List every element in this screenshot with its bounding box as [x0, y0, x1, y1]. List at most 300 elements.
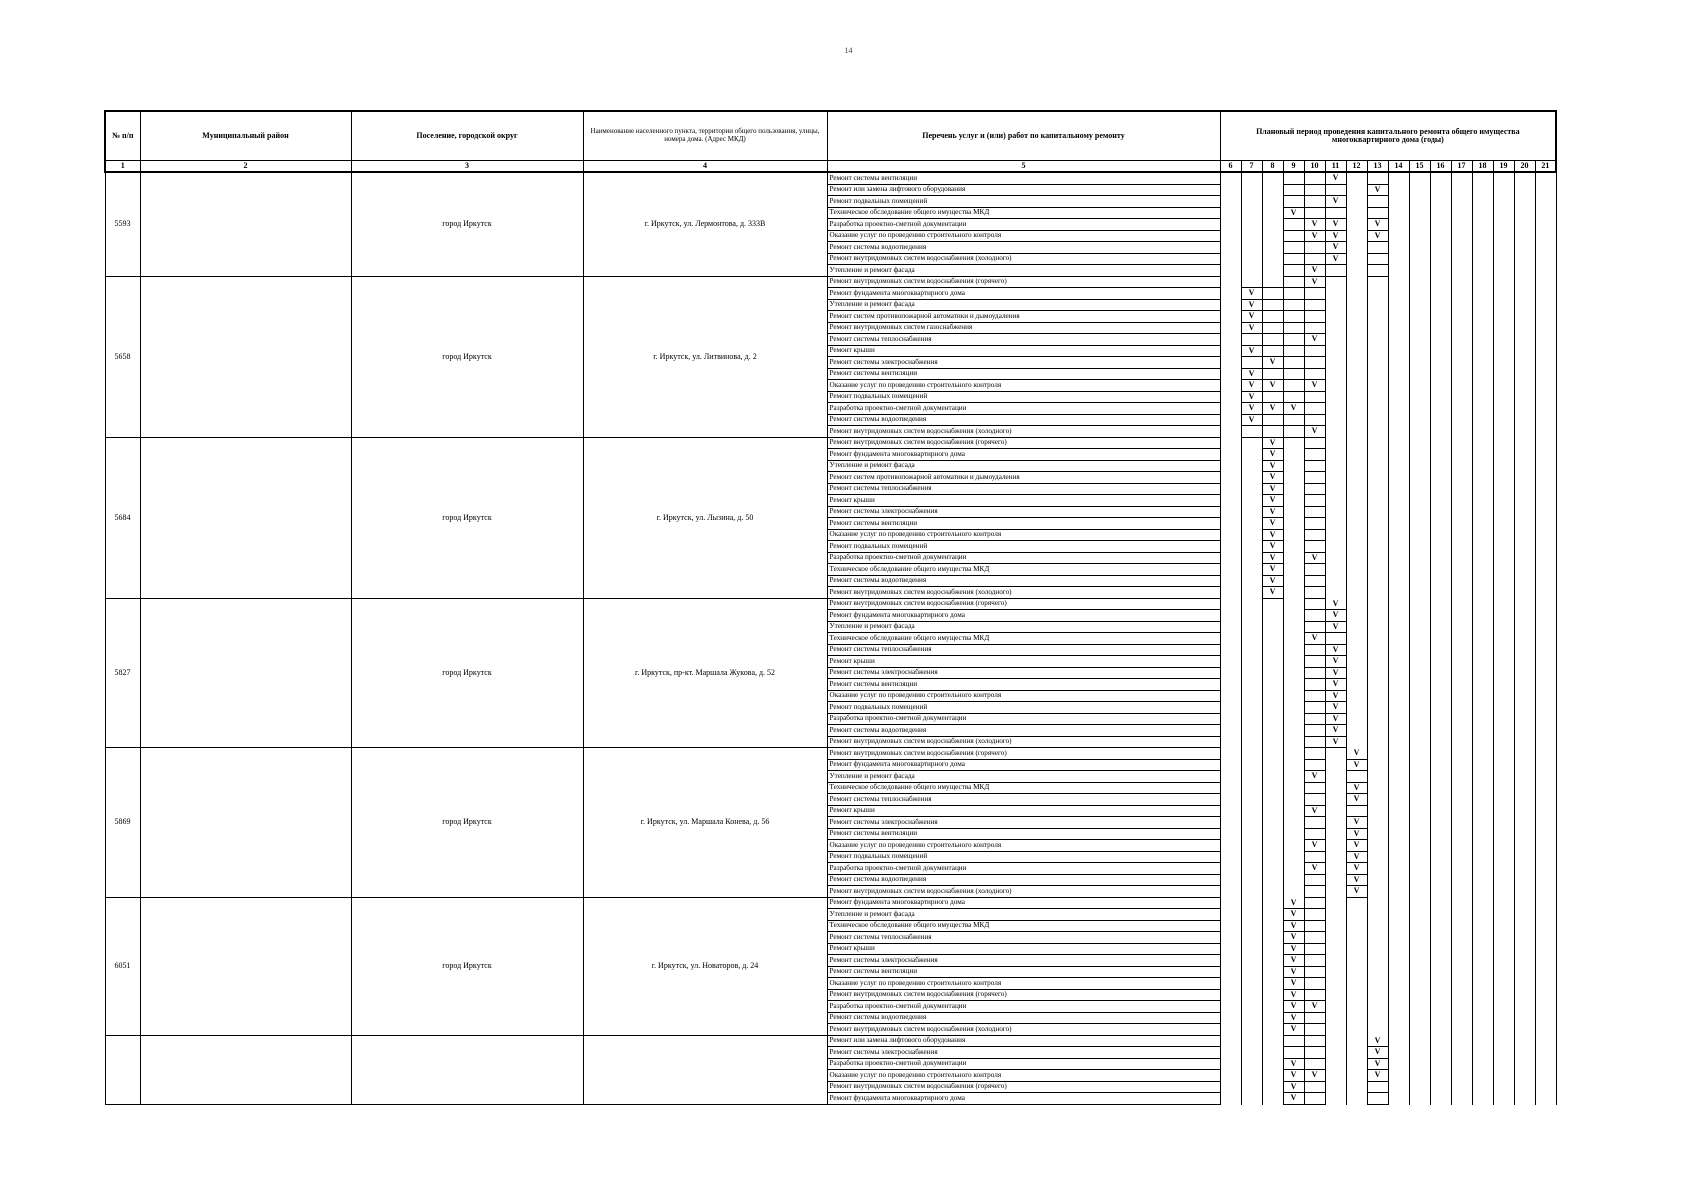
year-cell-18 [1472, 345, 1493, 357]
year-cell-16 [1430, 920, 1451, 932]
year-cell-9 [1283, 759, 1304, 771]
year-cell-21 [1535, 322, 1556, 334]
year-cell-9 [1283, 518, 1304, 530]
year-cell-12 [1346, 380, 1367, 392]
year-cell-19 [1493, 794, 1514, 806]
row-address [583, 1035, 827, 1104]
year-cell-8 [1262, 230, 1283, 242]
year-cell-16 [1430, 1024, 1451, 1036]
year-cell-8 [1262, 414, 1283, 426]
year-cell-16 [1430, 253, 1451, 265]
year-cell-8 [1262, 897, 1283, 909]
year-cell-21 [1535, 598, 1556, 610]
work-item: Ремонт внутридомовых систем водоснабжения (холодного) [827, 587, 1220, 599]
year-cell-19 [1493, 610, 1514, 622]
year-cell-19 [1493, 1024, 1514, 1036]
year-cell-16 [1430, 506, 1451, 518]
year-mark-13: V [1367, 219, 1388, 231]
year-cell-18 [1472, 276, 1493, 288]
year-cell-7 [1241, 667, 1262, 679]
year-cell-12 [1346, 897, 1367, 909]
year-cell-9 [1283, 242, 1304, 254]
row-district [140, 172, 351, 276]
year-cell-13 [1367, 506, 1388, 518]
year-cell-15 [1409, 575, 1430, 587]
year-cell-14 [1388, 230, 1409, 242]
table-row [105, 598, 1556, 610]
year-cell-13 [1367, 1012, 1388, 1024]
year-cell-13 [1367, 357, 1388, 369]
year-cell-18 [1472, 391, 1493, 403]
work-item: Ремонт крыши [827, 943, 1220, 955]
year-cell-8 [1262, 426, 1283, 438]
year-cell-18 [1472, 989, 1493, 1001]
year-mark-8: V [1262, 506, 1283, 518]
year-cell-14 [1388, 978, 1409, 990]
year-cell-8 [1262, 610, 1283, 622]
year-cell-13 [1367, 598, 1388, 610]
year-cell-20 [1514, 621, 1535, 633]
year-cell-20 [1514, 955, 1535, 967]
year-cell-14 [1388, 288, 1409, 300]
year-cell-12 [1346, 345, 1367, 357]
year-cell-21 [1535, 874, 1556, 886]
year-cell-14 [1388, 667, 1409, 679]
year-cell-16 [1430, 782, 1451, 794]
year-cell-19 [1493, 426, 1514, 438]
year-cell-6 [1220, 978, 1241, 990]
year-cell-20 [1514, 978, 1535, 990]
year-cell-12 [1346, 529, 1367, 541]
year-cell-6 [1220, 391, 1241, 403]
year-cell-11 [1325, 564, 1346, 576]
year-cell-8 [1262, 311, 1283, 323]
column-number-20: 20 [1514, 161, 1535, 173]
row-address: г. Иркутск, ул. Новаторов, д. 24 [583, 897, 827, 1035]
year-cell-8 [1262, 817, 1283, 829]
work-item: Техническое обследование общего имущества МКД [827, 633, 1220, 645]
year-cell-17 [1451, 311, 1472, 323]
year-mark-13: V [1367, 1058, 1388, 1070]
year-cell-15 [1409, 621, 1430, 633]
year-cell-14 [1388, 506, 1409, 518]
work-item: Ремонт внутридомовых систем водоснабжения (холодного) [827, 1024, 1220, 1036]
year-cell-15 [1409, 771, 1430, 783]
work-item: Ремонт системы электроснабжения [827, 357, 1220, 369]
year-mark-11: V [1325, 725, 1346, 737]
year-cell-9 [1283, 1035, 1304, 1047]
year-cell-7 [1241, 437, 1262, 449]
year-cell-21 [1535, 886, 1556, 898]
year-cell-7 [1241, 840, 1262, 852]
year-cell-10 [1304, 736, 1325, 748]
year-cell-8 [1262, 1012, 1283, 1024]
work-item: Ремонт подвальных помещений [827, 702, 1220, 714]
year-cell-13 [1367, 771, 1388, 783]
year-cell-16 [1430, 219, 1451, 231]
year-cell-11 [1325, 449, 1346, 461]
year-cell-6 [1220, 288, 1241, 300]
year-cell-11 [1325, 828, 1346, 840]
year-cell-13 [1367, 242, 1388, 254]
year-cell-8 [1262, 1024, 1283, 1036]
work-item: Ремонт системы вентиляции [827, 172, 1220, 184]
year-cell-12 [1346, 391, 1367, 403]
year-cell-14 [1388, 587, 1409, 599]
year-cell-11 [1325, 288, 1346, 300]
year-cell-11 [1325, 541, 1346, 553]
year-cell-18 [1472, 1001, 1493, 1013]
year-mark-9: V [1283, 909, 1304, 921]
row-settlement [351, 1035, 583, 1104]
year-cell-9 [1283, 219, 1304, 231]
year-cell-10 [1304, 989, 1325, 1001]
table-header [105, 111, 1556, 172]
year-mark-8: V [1262, 587, 1283, 599]
year-cell-20 [1514, 805, 1535, 817]
year-cell-20 [1514, 874, 1535, 886]
year-mark-8: V [1262, 552, 1283, 564]
year-cell-11 [1325, 909, 1346, 921]
year-cell-12 [1346, 1001, 1367, 1013]
year-cell-6 [1220, 759, 1241, 771]
year-cell-13 [1367, 966, 1388, 978]
year-cell-17 [1451, 621, 1472, 633]
year-cell-16 [1430, 288, 1451, 300]
work-item: Утепление и ремонт фасада [827, 771, 1220, 783]
year-cell-16 [1430, 541, 1451, 553]
year-mark-10: V [1304, 805, 1325, 817]
year-cell-14 [1388, 357, 1409, 369]
year-cell-7 [1241, 1058, 1262, 1070]
year-cell-17 [1451, 840, 1472, 852]
year-cell-17 [1451, 472, 1472, 484]
year-cell-7 [1241, 587, 1262, 599]
year-cell-21 [1535, 1093, 1556, 1105]
year-cell-21 [1535, 564, 1556, 576]
year-cell-15 [1409, 932, 1430, 944]
year-mark-7: V [1241, 345, 1262, 357]
year-cell-14 [1388, 403, 1409, 415]
year-cell-18 [1472, 541, 1493, 553]
year-cell-8 [1262, 334, 1283, 346]
row-district [140, 598, 351, 748]
year-cell-11 [1325, 265, 1346, 277]
year-cell-13 [1367, 472, 1388, 484]
year-mark-7: V [1241, 380, 1262, 392]
year-cell-15 [1409, 242, 1430, 254]
year-cell-20 [1514, 759, 1535, 771]
year-cell-18 [1472, 656, 1493, 668]
work-item: Оказание услуг по проведению строительного контроля [827, 529, 1220, 541]
year-cell-17 [1451, 805, 1472, 817]
year-cell-21 [1535, 817, 1556, 829]
year-cell-8 [1262, 782, 1283, 794]
work-item: Ремонт крыши [827, 495, 1220, 507]
year-cell-21 [1535, 391, 1556, 403]
work-item: Ремонт систем противопожарной автоматики и дымоудаления [827, 472, 1220, 484]
year-cell-8 [1262, 1093, 1283, 1105]
year-cell-6 [1220, 886, 1241, 898]
work-item: Оказание услуг по проведению строительного контроля [827, 978, 1220, 990]
year-mark-10: V [1304, 276, 1325, 288]
year-cell-21 [1535, 759, 1556, 771]
year-cell-20 [1514, 817, 1535, 829]
year-cell-16 [1430, 518, 1451, 530]
year-cell-16 [1430, 449, 1451, 461]
work-item: Ремонт системы водоотведения [827, 242, 1220, 254]
year-mark-7: V [1241, 288, 1262, 300]
year-cell-15 [1409, 276, 1430, 288]
year-cell-17 [1451, 863, 1472, 875]
work-item: Ремонт системы электроснабжения [827, 506, 1220, 518]
year-cell-7 [1241, 472, 1262, 484]
year-cell-13 [1367, 552, 1388, 564]
year-cell-7 [1241, 172, 1262, 184]
year-cell-18 [1472, 172, 1493, 184]
year-cell-19 [1493, 472, 1514, 484]
year-cell-18 [1472, 782, 1493, 794]
year-cell-21 [1535, 1058, 1556, 1070]
year-cell-9 [1283, 506, 1304, 518]
year-cell-10 [1304, 874, 1325, 886]
year-cell-20 [1514, 1093, 1535, 1105]
year-mark-9: V [1283, 989, 1304, 1001]
year-cell-20 [1514, 1081, 1535, 1093]
year-cell-11 [1325, 1001, 1346, 1013]
year-cell-9 [1283, 449, 1304, 461]
year-mark-11: V [1325, 253, 1346, 265]
year-mark-10: V [1304, 265, 1325, 277]
year-cell-17 [1451, 702, 1472, 714]
year-cell-12 [1346, 920, 1367, 932]
year-cell-14 [1388, 702, 1409, 714]
year-cell-9 [1283, 541, 1304, 553]
year-cell-11 [1325, 495, 1346, 507]
year-mark-11: V [1325, 230, 1346, 242]
year-cell-12 [1346, 357, 1367, 369]
year-cell-13 [1367, 782, 1388, 794]
year-cell-8 [1262, 1001, 1283, 1013]
year-cell-13 [1367, 265, 1388, 277]
year-cell-16 [1430, 403, 1451, 415]
year-cell-12 [1346, 690, 1367, 702]
year-cell-18 [1472, 299, 1493, 311]
year-cell-7 [1241, 1047, 1262, 1059]
work-item: Разработка проектно-сметной документации [827, 863, 1220, 875]
year-cell-15 [1409, 368, 1430, 380]
year-cell-12 [1346, 196, 1367, 208]
year-mark-8: V [1262, 495, 1283, 507]
year-cell-16 [1430, 529, 1451, 541]
year-cell-12 [1346, 172, 1367, 184]
year-cell-18 [1472, 380, 1493, 392]
year-cell-20 [1514, 863, 1535, 875]
year-cell-20 [1514, 656, 1535, 668]
year-cell-13 [1367, 426, 1388, 438]
year-mark-11: V [1325, 656, 1346, 668]
year-cell-9 [1283, 414, 1304, 426]
year-cell-11 [1325, 483, 1346, 495]
year-cell-18 [1472, 610, 1493, 622]
work-item: Ремонт системы электроснабжения [827, 1047, 1220, 1059]
year-cell-18 [1472, 874, 1493, 886]
year-cell-12 [1346, 288, 1367, 300]
year-cell-16 [1430, 472, 1451, 484]
year-cell-11 [1325, 955, 1346, 967]
year-cell-17 [1451, 759, 1472, 771]
year-cell-12 [1346, 184, 1367, 196]
year-cell-16 [1430, 1001, 1451, 1013]
year-cell-11 [1325, 311, 1346, 323]
year-cell-7 [1241, 1012, 1262, 1024]
year-mark-8: V [1262, 437, 1283, 449]
year-mark-12: V [1346, 828, 1367, 840]
year-cell-13 [1367, 955, 1388, 967]
year-cell-7 [1241, 782, 1262, 794]
year-cell-11 [1325, 920, 1346, 932]
year-cell-21 [1535, 575, 1556, 587]
work-item: Техническое обследование общего имущества МКД [827, 920, 1220, 932]
year-cell-18 [1472, 575, 1493, 587]
year-cell-10 [1304, 955, 1325, 967]
year-cell-8 [1262, 828, 1283, 840]
year-cell-8 [1262, 656, 1283, 668]
year-cell-18 [1472, 529, 1493, 541]
year-cell-6 [1220, 702, 1241, 714]
year-cell-16 [1430, 955, 1451, 967]
year-cell-6 [1220, 219, 1241, 231]
year-cell-8 [1262, 196, 1283, 208]
year-cell-10 [1304, 713, 1325, 725]
year-cell-20 [1514, 299, 1535, 311]
year-cell-9 [1283, 610, 1304, 622]
year-cell-10 [1304, 782, 1325, 794]
year-cell-20 [1514, 242, 1535, 254]
year-cell-11 [1325, 748, 1346, 760]
year-cell-17 [1451, 380, 1472, 392]
table-row [105, 172, 1556, 184]
year-cell-14 [1388, 1081, 1409, 1093]
year-cell-15 [1409, 1093, 1430, 1105]
year-cell-8 [1262, 242, 1283, 254]
year-cell-18 [1472, 840, 1493, 852]
year-cell-13 [1367, 725, 1388, 737]
year-cell-16 [1430, 1035, 1451, 1047]
year-cell-11 [1325, 1070, 1346, 1082]
year-cell-19 [1493, 1081, 1514, 1093]
year-cell-18 [1472, 725, 1493, 737]
year-cell-21 [1535, 978, 1556, 990]
year-cell-6 [1220, 1070, 1241, 1082]
year-cell-14 [1388, 920, 1409, 932]
year-cell-6 [1220, 414, 1241, 426]
year-cell-10 [1304, 943, 1325, 955]
year-cell-15 [1409, 679, 1430, 691]
year-mark-11: V [1325, 713, 1346, 725]
year-cell-9 [1283, 794, 1304, 806]
year-cell-12 [1346, 426, 1367, 438]
year-cell-21 [1535, 943, 1556, 955]
year-mark-7: V [1241, 311, 1262, 323]
year-cell-19 [1493, 932, 1514, 944]
year-cell-12 [1346, 242, 1367, 254]
year-cell-15 [1409, 840, 1430, 852]
year-cell-18 [1472, 403, 1493, 415]
year-cell-19 [1493, 725, 1514, 737]
year-cell-17 [1451, 219, 1472, 231]
year-cell-20 [1514, 472, 1535, 484]
year-mark-11: V [1325, 702, 1346, 714]
year-cell-10 [1304, 759, 1325, 771]
year-cell-15 [1409, 1001, 1430, 1013]
year-cell-15 [1409, 943, 1430, 955]
year-cell-16 [1430, 1081, 1451, 1093]
year-cell-16 [1430, 621, 1451, 633]
year-cell-13 [1367, 679, 1388, 691]
year-cell-6 [1220, 966, 1241, 978]
year-cell-13 [1367, 817, 1388, 829]
year-cell-11 [1325, 874, 1346, 886]
year-cell-19 [1493, 771, 1514, 783]
year-mark-12: V [1346, 886, 1367, 898]
year-cell-15 [1409, 437, 1430, 449]
year-cell-21 [1535, 460, 1556, 472]
year-cell-17 [1451, 322, 1472, 334]
year-cell-17 [1451, 920, 1472, 932]
year-cell-19 [1493, 621, 1514, 633]
year-cell-8 [1262, 966, 1283, 978]
year-cell-16 [1430, 587, 1451, 599]
year-cell-17 [1451, 978, 1472, 990]
year-cell-16 [1430, 334, 1451, 346]
year-mark-12: V [1346, 794, 1367, 806]
year-cell-7 [1241, 449, 1262, 461]
year-cell-17 [1451, 265, 1472, 277]
year-cell-21 [1535, 897, 1556, 909]
year-cell-11 [1325, 966, 1346, 978]
year-cell-13 [1367, 380, 1388, 392]
year-cell-19 [1493, 713, 1514, 725]
year-cell-7 [1241, 955, 1262, 967]
year-cell-19 [1493, 920, 1514, 932]
work-item: Ремонт внутридомовых систем водоснабжения (горячего) [827, 989, 1220, 1001]
year-cell-7 [1241, 506, 1262, 518]
year-cell-18 [1472, 184, 1493, 196]
year-cell-6 [1220, 840, 1241, 852]
year-cell-8 [1262, 345, 1283, 357]
year-cell-18 [1472, 495, 1493, 507]
year-cell-8 [1262, 978, 1283, 990]
year-cell-17 [1451, 782, 1472, 794]
year-cell-21 [1535, 288, 1556, 300]
row-address: г. Иркутск, ул. Лызина, д. 50 [583, 437, 827, 598]
year-cell-12 [1346, 736, 1367, 748]
year-cell-14 [1388, 1070, 1409, 1082]
year-cell-12 [1346, 449, 1367, 461]
year-cell-12 [1346, 472, 1367, 484]
year-cell-16 [1430, 679, 1451, 691]
year-cell-6 [1220, 909, 1241, 921]
year-mark-11: V [1325, 610, 1346, 622]
header-works: Перечень услуг и (или) работ по капитальному ремонту [827, 111, 1220, 161]
year-cell-20 [1514, 403, 1535, 415]
year-cell-14 [1388, 932, 1409, 944]
year-cell-8 [1262, 886, 1283, 898]
year-cell-19 [1493, 483, 1514, 495]
year-cell-7 [1241, 920, 1262, 932]
year-cell-20 [1514, 495, 1535, 507]
